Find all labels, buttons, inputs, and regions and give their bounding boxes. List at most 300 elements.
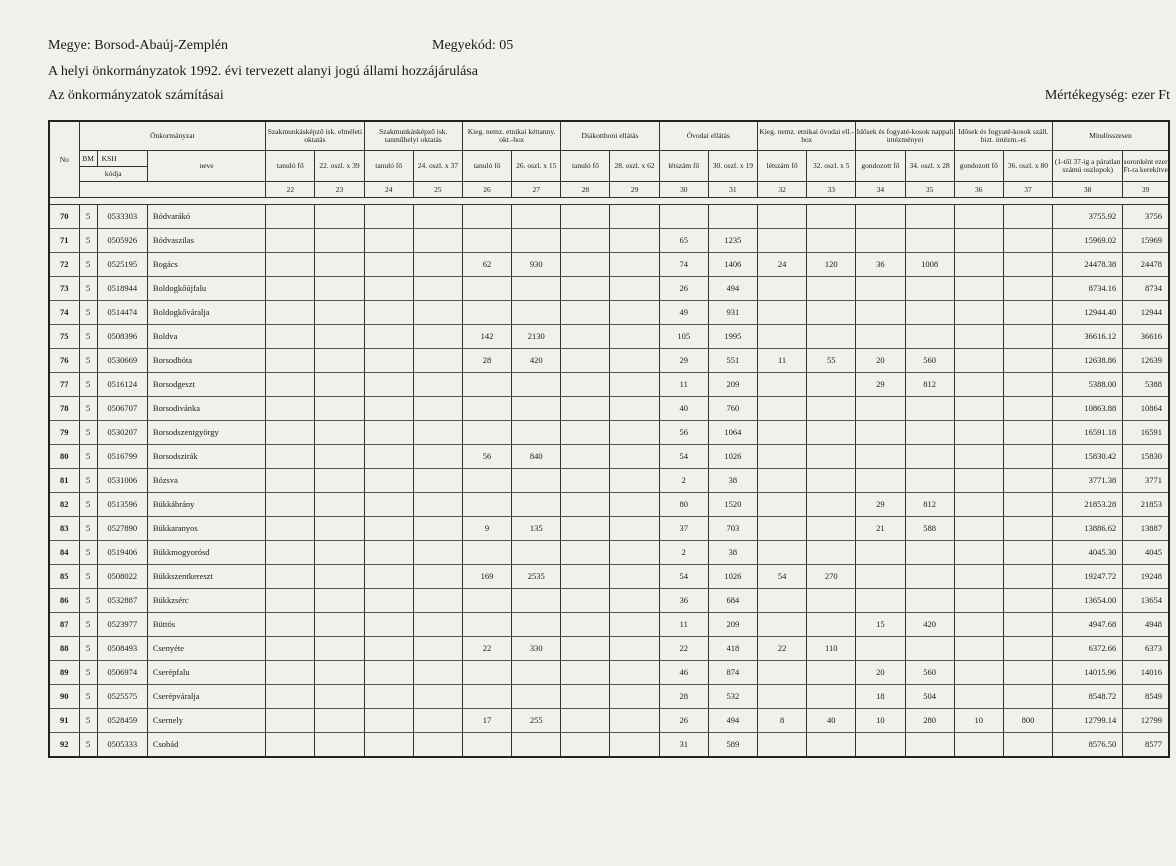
row-number-cell: 87 — [49, 613, 79, 637]
value-cell — [758, 517, 807, 541]
value-cell — [610, 709, 659, 733]
value-cell — [610, 253, 659, 277]
value-cell — [266, 445, 315, 469]
value-cell: 8734.16 — [1053, 277, 1123, 301]
value-cell — [561, 637, 610, 661]
value-cell — [1003, 205, 1052, 229]
value-cell — [856, 565, 905, 589]
group-header: Kieg. nemz. etnikai óvodai ell.-hoz — [758, 121, 856, 151]
value-cell: 703 — [708, 517, 757, 541]
value-cell — [954, 397, 1003, 421]
value-cell — [413, 613, 462, 637]
value-cell — [462, 397, 511, 421]
bm-code-cell: 5 — [79, 493, 97, 517]
value-cell: 10 — [954, 709, 1003, 733]
bm-code-cell: 5 — [79, 373, 97, 397]
value-cell — [561, 421, 610, 445]
value-cell — [807, 541, 856, 565]
value-cell: 18 — [856, 685, 905, 709]
subheader: 26. oszl. x 15 — [512, 151, 561, 182]
column-number: 36 — [954, 182, 1003, 198]
value-cell — [954, 517, 1003, 541]
value-cell — [856, 469, 905, 493]
municipality-name-cell: Bükkábrány — [147, 493, 265, 517]
value-cell — [315, 469, 364, 493]
municipality-name-cell: Bódvarákó — [147, 205, 265, 229]
value-cell — [758, 301, 807, 325]
value-cell — [462, 421, 511, 445]
value-cell — [561, 613, 610, 637]
value-cell — [315, 205, 364, 229]
value-cell — [954, 205, 1003, 229]
value-cell: 504 — [905, 685, 954, 709]
value-cell — [315, 541, 364, 565]
value-cell — [905, 469, 954, 493]
table-row — [49, 421, 1169, 445]
value-cell — [954, 565, 1003, 589]
column-number: 27 — [512, 182, 561, 198]
value-cell: 5388 — [1123, 373, 1169, 397]
value-cell — [512, 613, 561, 637]
county-label: Megye: Borsod-Abaúj-Zemplén — [48, 38, 229, 53]
value-cell — [856, 301, 905, 325]
value-cell: 55 — [807, 349, 856, 373]
column-number: 28 — [561, 182, 610, 198]
municipality-name-cell: Csobád — [147, 733, 265, 758]
bm-code-cell: 5 — [79, 565, 97, 589]
value-cell: 840 — [512, 445, 561, 469]
value-cell: 28 — [659, 685, 708, 709]
value-cell — [512, 277, 561, 301]
row-number-cell: 88 — [49, 637, 79, 661]
value-cell — [610, 637, 659, 661]
value-cell: 3756 — [1123, 205, 1169, 229]
value-cell: 4045 — [1123, 541, 1169, 565]
value-cell — [561, 229, 610, 253]
value-cell: 255 — [512, 709, 561, 733]
value-cell — [266, 229, 315, 253]
value-cell — [561, 517, 610, 541]
value-cell: 12944 — [1123, 301, 1169, 325]
value-cell — [364, 709, 413, 733]
subheader: létszám fő — [659, 151, 708, 182]
value-cell — [266, 421, 315, 445]
value-cell: 9 — [462, 517, 511, 541]
value-cell — [266, 205, 315, 229]
document-subtitle: Az önkormányzatok számításai — [48, 88, 224, 103]
municipality-name-cell: Cserépfalu — [147, 661, 265, 685]
table-row — [49, 709, 1169, 733]
value-cell: 588 — [905, 517, 954, 541]
value-cell: 21853.28 — [1053, 493, 1123, 517]
value-cell — [1003, 541, 1052, 565]
value-cell — [561, 493, 610, 517]
allocation-table — [48, 120, 1170, 758]
group-header: Szakmunkásképző isk. tanműhelyi oktatás — [364, 121, 462, 151]
row-number-cell: 76 — [49, 349, 79, 373]
column-number: 39 — [1123, 182, 1169, 198]
value-cell — [315, 373, 364, 397]
value-cell — [954, 277, 1003, 301]
value-cell: 40 — [807, 709, 856, 733]
value-cell — [413, 277, 462, 301]
value-cell — [561, 589, 610, 613]
table-row — [49, 637, 1169, 661]
value-cell — [905, 445, 954, 469]
table-row — [49, 589, 1169, 613]
value-cell — [758, 589, 807, 613]
bm-code-cell: 5 — [79, 445, 97, 469]
value-cell: 120 — [807, 253, 856, 277]
value-cell — [1003, 277, 1052, 301]
value-cell: 812 — [905, 493, 954, 517]
value-cell — [610, 277, 659, 301]
value-cell — [758, 445, 807, 469]
value-cell — [1003, 493, 1052, 517]
bm-code-cell: 5 — [79, 205, 97, 229]
value-cell — [1003, 733, 1052, 758]
value-cell: 1406 — [708, 253, 757, 277]
value-cell — [561, 301, 610, 325]
column-number: 31 — [708, 182, 757, 198]
value-cell: 8577 — [1123, 733, 1169, 758]
value-cell: 22 — [462, 637, 511, 661]
value-cell — [512, 469, 561, 493]
value-cell — [561, 661, 610, 685]
value-cell — [561, 685, 610, 709]
value-cell: 13654.00 — [1053, 589, 1123, 613]
value-cell — [954, 613, 1003, 637]
value-cell — [266, 709, 315, 733]
value-cell — [758, 397, 807, 421]
value-cell — [315, 325, 364, 349]
value-cell: 812 — [905, 373, 954, 397]
group-header: Mindösszesen — [1053, 121, 1169, 151]
value-cell — [364, 397, 413, 421]
row-number-cell: 74 — [49, 301, 79, 325]
value-cell — [954, 637, 1003, 661]
value-cell — [807, 229, 856, 253]
row-number-cell: 73 — [49, 277, 79, 301]
value-cell: 8549 — [1123, 685, 1169, 709]
value-cell — [266, 661, 315, 685]
value-cell: 560 — [905, 349, 954, 373]
municipality-name-cell: Bózsva — [147, 469, 265, 493]
bm-code-cell: 5 — [79, 541, 97, 565]
table-row — [49, 613, 1169, 637]
value-cell — [364, 589, 413, 613]
value-cell — [1003, 373, 1052, 397]
bm-code-cell: 5 — [79, 397, 97, 421]
value-cell: 4947.68 — [1053, 613, 1123, 637]
value-cell — [364, 205, 413, 229]
value-cell — [364, 229, 413, 253]
municipality-name-cell: Csenyéte — [147, 637, 265, 661]
bm-code-cell: 5 — [79, 517, 97, 541]
row-number-cell: 84 — [49, 541, 79, 565]
value-cell — [610, 733, 659, 758]
row-number-cell: 82 — [49, 493, 79, 517]
table-row — [49, 685, 1169, 709]
municipality-name-cell: Bükkszentkereszt — [147, 565, 265, 589]
value-cell — [413, 445, 462, 469]
value-cell: 38 — [708, 469, 757, 493]
value-cell: 13654 — [1123, 589, 1169, 613]
value-cell — [954, 589, 1003, 613]
value-cell — [315, 445, 364, 469]
table-row — [49, 661, 1169, 685]
value-cell — [315, 349, 364, 373]
value-cell: 532 — [708, 685, 757, 709]
value-cell — [807, 733, 856, 758]
group-header: Idősek és fogyaté-kosok száll. bizt. intézm.-ei — [954, 121, 1052, 151]
value-cell — [561, 325, 610, 349]
column-number: 35 — [905, 182, 954, 198]
value-cell — [954, 661, 1003, 685]
value-cell — [610, 565, 659, 589]
value-cell: 11 — [659, 373, 708, 397]
value-cell — [462, 301, 511, 325]
column-number: 23 — [315, 182, 364, 198]
value-cell: 3771.38 — [1053, 469, 1123, 493]
value-cell — [512, 541, 561, 565]
value-cell — [758, 277, 807, 301]
value-cell — [462, 373, 511, 397]
value-cell — [954, 493, 1003, 517]
value-cell: 135 — [512, 517, 561, 541]
value-cell — [413, 733, 462, 758]
value-cell — [807, 517, 856, 541]
value-cell — [758, 493, 807, 517]
column-number: 24 — [364, 182, 413, 198]
value-cell — [807, 397, 856, 421]
value-cell — [364, 613, 413, 637]
value-cell — [954, 541, 1003, 565]
value-cell: 20 — [856, 349, 905, 373]
table-row — [49, 301, 1169, 325]
value-cell — [413, 229, 462, 253]
value-cell: 22 — [659, 637, 708, 661]
value-cell: 10863.88 — [1053, 397, 1123, 421]
ksh-code-cell: 0528459 — [97, 709, 147, 733]
value-cell — [610, 421, 659, 445]
municipality-name-cell: Boldogkőújfalu — [147, 277, 265, 301]
value-cell — [954, 373, 1003, 397]
value-cell — [413, 493, 462, 517]
value-cell: 19248 — [1123, 565, 1169, 589]
value-cell: 209 — [708, 613, 757, 637]
value-cell — [413, 469, 462, 493]
value-cell: 589 — [708, 733, 757, 758]
bm-code-cell: 5 — [79, 469, 97, 493]
value-cell: 24478.38 — [1053, 253, 1123, 277]
value-cell — [462, 493, 511, 517]
table-row — [49, 229, 1169, 253]
column-number: 32 — [758, 182, 807, 198]
row-number-cell: 71 — [49, 229, 79, 253]
row-number-cell: 77 — [49, 373, 79, 397]
bm-code-cell: 5 — [79, 733, 97, 758]
table-row — [49, 277, 1169, 301]
value-cell — [266, 277, 315, 301]
value-cell: 24 — [758, 253, 807, 277]
value-cell: 110 — [807, 637, 856, 661]
subheader: 32. oszl. x 5 — [807, 151, 856, 182]
table-row — [49, 517, 1169, 541]
value-cell — [561, 445, 610, 469]
subheader: gondozott fő — [856, 151, 905, 182]
value-cell — [758, 469, 807, 493]
value-cell: 40 — [659, 397, 708, 421]
group-header: Óvodai ellátás — [659, 121, 757, 151]
subheader: tanuló fő — [561, 151, 610, 182]
row-number-cell: 91 — [49, 709, 79, 733]
value-cell — [758, 205, 807, 229]
value-cell: 560 — [905, 661, 954, 685]
value-cell: 22 — [758, 637, 807, 661]
value-cell — [561, 373, 610, 397]
value-cell: 16591.18 — [1053, 421, 1123, 445]
value-cell — [364, 685, 413, 709]
value-cell — [512, 301, 561, 325]
value-cell — [905, 589, 954, 613]
value-cell — [856, 421, 905, 445]
value-cell — [315, 661, 364, 685]
value-cell: 2535 — [512, 565, 561, 589]
value-cell — [905, 565, 954, 589]
value-cell: 17 — [462, 709, 511, 733]
bm-code-cell: 5 — [79, 709, 97, 733]
value-cell: 14015.96 — [1053, 661, 1123, 685]
bm-code-cell: 5 — [79, 349, 97, 373]
value-cell — [1003, 565, 1052, 589]
ksh-code-cell: 0516799 — [97, 445, 147, 469]
column-number: 34 — [856, 182, 905, 198]
value-cell — [1003, 661, 1052, 685]
value-cell — [462, 733, 511, 758]
value-cell — [905, 421, 954, 445]
value-cell: 74 — [659, 253, 708, 277]
value-cell — [512, 493, 561, 517]
value-cell — [315, 709, 364, 733]
value-cell — [807, 373, 856, 397]
bm-code-cell: 5 — [79, 661, 97, 685]
group-header: Diákotthoni ellátás — [561, 121, 659, 151]
column-number: 38 — [1053, 182, 1123, 198]
value-cell — [905, 301, 954, 325]
value-cell: 15969.02 — [1053, 229, 1123, 253]
ksh-code-cell: 0506974 — [97, 661, 147, 685]
value-cell: 38 — [708, 541, 757, 565]
value-cell — [610, 205, 659, 229]
col-ksh-header: KSH — [97, 151, 147, 167]
value-cell — [364, 445, 413, 469]
value-cell — [758, 613, 807, 637]
value-cell — [364, 733, 413, 758]
municipality-name-cell: Borsodgeszt — [147, 373, 265, 397]
value-cell: 494 — [708, 709, 757, 733]
value-cell — [1003, 685, 1052, 709]
value-cell — [954, 469, 1003, 493]
value-cell — [413, 301, 462, 325]
col-kodja-header: kódja — [79, 167, 147, 182]
subheader: 24. oszl. x 37 — [413, 151, 462, 182]
value-cell — [315, 565, 364, 589]
column-number-blank — [79, 182, 266, 198]
value-cell: 11 — [758, 349, 807, 373]
value-cell — [1003, 325, 1052, 349]
value-cell: 26 — [659, 709, 708, 733]
value-cell — [266, 325, 315, 349]
row-number-cell: 79 — [49, 421, 79, 445]
column-number: 25 — [413, 182, 462, 198]
table-row — [49, 373, 1169, 397]
value-cell — [364, 349, 413, 373]
row-number-cell: 86 — [49, 589, 79, 613]
value-cell — [1003, 517, 1052, 541]
subheader: tanuló fő — [462, 151, 511, 182]
value-cell — [266, 349, 315, 373]
subheader: 22. oszl. x 39 — [315, 151, 364, 182]
value-cell — [462, 469, 511, 493]
municipality-name-cell: Boldogkőváralja — [147, 301, 265, 325]
value-cell: 3755.92 — [1053, 205, 1123, 229]
value-cell: 28 — [462, 349, 511, 373]
value-cell — [561, 733, 610, 758]
subheader: (1-től 37-ig a páratlan számú oszlopok) — [1053, 151, 1123, 182]
value-cell: 15830.42 — [1053, 445, 1123, 469]
value-cell — [413, 565, 462, 589]
subheader: gondozott fő — [954, 151, 1003, 182]
value-cell — [413, 253, 462, 277]
value-cell — [758, 421, 807, 445]
value-cell — [954, 733, 1003, 758]
value-cell — [561, 253, 610, 277]
value-cell — [266, 301, 315, 325]
value-cell — [266, 253, 315, 277]
value-cell — [413, 421, 462, 445]
value-cell — [610, 397, 659, 421]
value-cell — [512, 661, 561, 685]
value-cell: 8 — [758, 709, 807, 733]
value-cell — [905, 205, 954, 229]
ksh-code-cell: 0527890 — [97, 517, 147, 541]
value-cell — [1003, 397, 1052, 421]
value-cell — [315, 613, 364, 637]
county-code-label: Megyekód: 05 — [432, 38, 514, 53]
value-cell — [462, 685, 511, 709]
value-cell — [413, 205, 462, 229]
column-number: 30 — [659, 182, 708, 198]
value-cell — [807, 493, 856, 517]
value-cell — [807, 325, 856, 349]
value-cell — [856, 589, 905, 613]
value-cell: 24478 — [1123, 253, 1169, 277]
value-cell — [266, 373, 315, 397]
value-cell — [462, 205, 511, 229]
value-cell — [462, 541, 511, 565]
column-number: 22 — [266, 182, 315, 198]
value-cell: 270 — [807, 565, 856, 589]
group-header: Szakmunkásképző isk. elméleti oktatás — [266, 121, 364, 151]
bm-code-cell: 5 — [79, 277, 97, 301]
municipality-name-cell: Borsodbóta — [147, 349, 265, 373]
value-cell — [807, 661, 856, 685]
subheader: 28. oszl. x 62 — [610, 151, 659, 182]
ksh-code-cell: 0525195 — [97, 253, 147, 277]
value-cell — [315, 253, 364, 277]
ksh-code-cell: 0514474 — [97, 301, 147, 325]
